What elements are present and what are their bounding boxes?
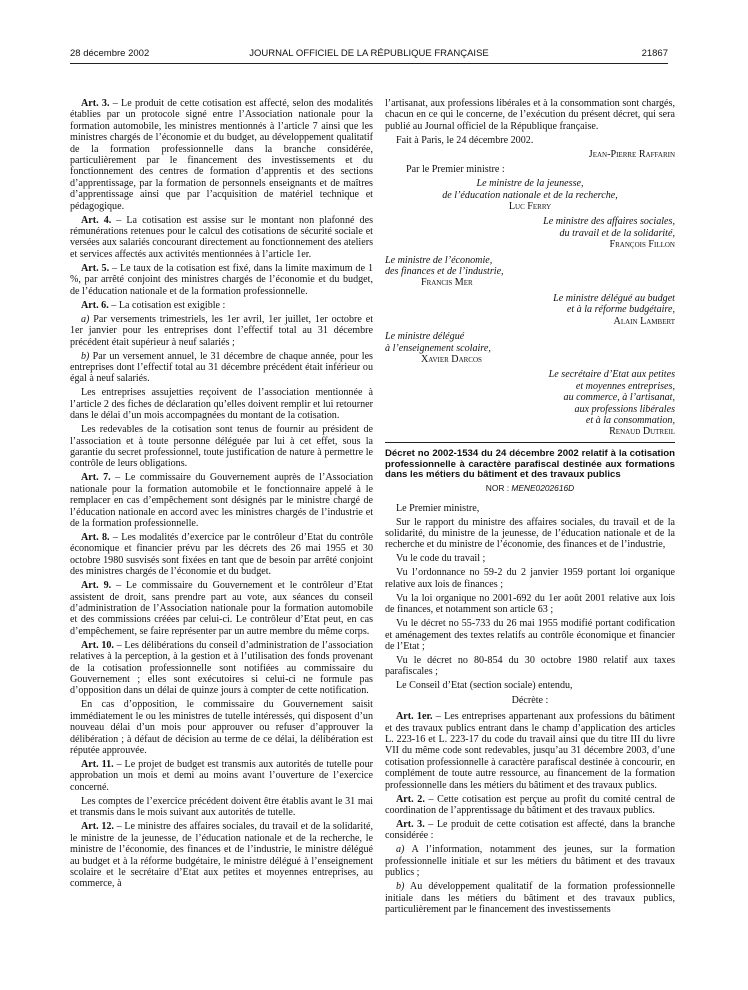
paragraph-text: – Le ministre des affaires sociales, du travail et de la solidarité, le ministre de la jeunesse, de l’éducation nationale et de la recherche, le ministre de l’économie, des finances et de l’industrie, le ministre délégué au budget et à la réforme budgétaire, le ministre délégué à l’enseignement scolaire et le secrétaire d’Etat aux petites et moyennes entreprises, au commerce, à bbox=[70, 821, 374, 890]
decree-article-paragraph bbox=[385, 819, 675, 842]
left-paragraph bbox=[70, 699, 373, 756]
left-paragraph bbox=[70, 215, 373, 261]
decree-pm: Le Premier ministre, bbox=[396, 502, 480, 514]
decree-heading: Décret no 2002-1534 du 24 décembre 2002 relatif à la cotisation professionnelle à caractère parafiscal destinée aux formations dans les métiers du bâtiment et des travaux publics bbox=[385, 447, 675, 481]
left-column bbox=[70, 98, 373, 892]
paragraph-text: – La cotisation est assise sur le montant non plafonné des rémunérations retenues pour le calcul des cotisations de sécurité sociale et versées aux salariés concourant directement au fonctionnement des ateliers et services affectés aux activités mentionnées à l’article 1er. bbox=[70, 214, 373, 260]
left-paragraph bbox=[70, 796, 373, 819]
signatory-title: Le ministre délégué bbox=[385, 331, 465, 343]
pm-name: Jean-Pierre Raffarin bbox=[588, 148, 675, 160]
paragraph-text: – La cotisation est exigible : bbox=[108, 299, 226, 311]
paragraph-text: – Le commissaire du Gouvernement et le contrôleur d’Etat assistent de droit, sans prendre part au vote, aux séances du conseil d’administration de l’Association nationale pour la formation automobile et des commissions créées par celui-ci. Le contrôleur d’Etat peut, en cas d’empêchement, se faire représenter par un autre membre du même corps. bbox=[70, 580, 373, 637]
signatory-title: de l’éducation nationale et de la recherche, bbox=[442, 189, 618, 201]
decree-article-paragraph bbox=[385, 711, 675, 791]
left-paragraph bbox=[70, 314, 373, 348]
signatory-block bbox=[385, 331, 675, 365]
left-paragraphs bbox=[70, 98, 373, 890]
paragraph-lead: Art. 3. bbox=[81, 98, 110, 109]
visa-paragraph: Vu le décret no 80-854 du 30 octobre 1980 relatif aux taxes parafiscales ; bbox=[385, 654, 675, 678]
paragraph-lead: b) bbox=[396, 881, 405, 893]
paragraph-text: Par versements trimestriels, les 1er avril, 1er juillet, 1er octobre et 1er janvier pour les entreprises dont l’effectif total au 31 décembre précédent était supérieur à neuf salariés ; bbox=[70, 313, 373, 348]
left-paragraph bbox=[70, 759, 373, 793]
paragraph-lead: Art. 7. bbox=[81, 472, 111, 484]
paragraph-text: – Le projet de budget est transmis aux autorités de tutelle pour approbation un mois et demi au moins avant l’ouverture de l’exercice concerné. bbox=[70, 759, 373, 793]
paragraph-lead: Art. 6. bbox=[81, 299, 109, 311]
signatory-name: Francis Mer bbox=[421, 277, 473, 289]
right-intro: l’artisanat, aux professions libérales et à la consommation sont chargés, chacun en ce qui le concerne, de l’exécution du présent décret, qui sera publié au Journal officiel de la République française. bbox=[385, 98, 675, 132]
signatory-title: Le ministre de la jeunesse, bbox=[476, 178, 584, 190]
visa-paragraph: Vu le décret no 55-733 du 26 mai 1955 modifié portant codification et aménagement des textes relatifs au contrôle économique et financier de l’Etat ; bbox=[385, 618, 675, 652]
left-paragraph bbox=[70, 640, 373, 697]
page-header bbox=[70, 48, 668, 62]
left-paragraph bbox=[70, 351, 373, 385]
paragraph-text: – Le taux de la cotisation est fixé, dans la limite maximum de 1 %, par arrêté conjoint des ministres chargés de l’économie et du budget, de l’éducation nationale et de la formation professionnelle. bbox=[70, 262, 373, 297]
left-paragraph bbox=[70, 387, 373, 421]
left-paragraph bbox=[70, 472, 373, 529]
left-paragraph bbox=[70, 263, 373, 297]
signatory-name: Luc Ferry bbox=[508, 201, 552, 213]
paragraph-text: – Les entreprises appartenant aux professions du bâtiment et des travaux publics entrant dans le champ d’application des articles L. 223-16 et L. 223-17 du code du travail ainsi que du titre III du livre VII du même code sont redevables, jusqu’au 31 décembre 2003, d’une cotisation professionnelle à caractère parafiscal destinée à concourir, en complément de toute autre ressource, au financement de la formation professionnelle dans les métiers du bâtiment et des travaux publics. bbox=[385, 711, 676, 791]
paragraph-lead: b) bbox=[81, 350, 90, 362]
decree-separator bbox=[385, 442, 675, 443]
paragraph-lead: Art. 9. bbox=[81, 580, 112, 592]
place-date: Fait à Paris, le 24 décembre 2002. bbox=[396, 134, 534, 146]
pm-line: Par le Premier ministre : bbox=[406, 164, 505, 176]
paragraph-lead: Art. 5. bbox=[81, 262, 110, 274]
left-paragraph bbox=[70, 300, 373, 311]
signatory-name: Renaud Dutreil bbox=[609, 426, 675, 438]
visa-paragraph: Sur le rapport du ministre des affaires sociales, du travail et de la solidarité, du ministre de la jeunesse, de l’éducation nationale et de la recherche et du ministre de l’économie, des finances et de l’industrie, bbox=[385, 516, 675, 551]
decree-visas bbox=[385, 517, 675, 692]
signatory-title: à l’enseignement scolaire, bbox=[385, 342, 491, 354]
paragraph-text: – Les modalités d’exercice par le contrôleur d’Etat du contrôle économique et financier prévu par les décrets des 26 mai 1955 et 30 octobre 1980 susvisés sont fixées en tant que de besoin par arrêté conjoint des ministres chargés de l’économie et du budget. bbox=[70, 531, 374, 578]
paragraph-lead: Art. 10. bbox=[81, 639, 114, 651]
signatory-title: et moyennes entreprises, bbox=[575, 380, 675, 392]
paragraph-text: – Cette cotisation est perçue au profit du comité central de coordination de l’apprentissage du bâtiment et des travaux publics. bbox=[385, 793, 675, 817]
visa-paragraph: Vu l’ordonnance no 59-2 du 2 janvier 1959 portant loi organique relative aux lois de finances ; bbox=[385, 567, 675, 590]
paragraph-lead: Art. 1er. bbox=[396, 711, 433, 723]
paragraph-text: Les comptes de l’exercice précédent doivent être établis avant le 31 mai et transmis dans le mois suivant aux autorités de tutelle. bbox=[70, 795, 373, 819]
signatory-title: aux professions libérales bbox=[574, 403, 675, 415]
right-column bbox=[385, 98, 675, 918]
signatory-name: Xavier Darcos bbox=[421, 353, 482, 365]
header-journal-title: JOURNAL OFFICIEL DE LA RÉPUBLIQUE FRANÇAISE bbox=[249, 48, 489, 59]
paragraph-text: Les redevables de la cotisation sont tenus de fournir au président de l’association et à toute personne déléguée par lui à cet effet, sous la garantie du secret professionnel, toute justification de nature à permettre le contrôle de leurs obligations. bbox=[70, 424, 373, 470]
paragraph-lead: Art. 4. bbox=[81, 214, 112, 226]
signatory-title: et à la consommation, bbox=[585, 414, 675, 426]
paragraph-lead: Art. 12. bbox=[81, 821, 114, 833]
signatory-title: Le ministre des affaires sociales, bbox=[543, 216, 675, 228]
paragraph-text: – Le commissaire du Gouvernement auprès de l’Association nationale pour la formation automobile et le fonctionnaire appelé à le remplacer en cas d’empêchement sont désignés par le ministre chargé de l’éducation nationale en accord avec les ministres chargés de l’industrie et de la formation professionnelle. bbox=[70, 472, 373, 529]
nor-code: MENE0202616D bbox=[511, 483, 575, 494]
decree-article-paragraph bbox=[385, 844, 675, 878]
paragraph-lead: Art. 8. bbox=[81, 531, 110, 543]
paragraph-text: Au développement qualitatif de la formation professionnelle initiale dans les métiers du bâtiment et des travaux publics, particulièrement par le financement des investissements bbox=[385, 881, 675, 916]
paragraph-lead: Art. 3. bbox=[396, 819, 425, 831]
paragraph-lead: Art. 11. bbox=[81, 759, 114, 771]
signatory-block bbox=[385, 216, 675, 250]
visa-paragraph: Vu le code du travail ; bbox=[396, 553, 486, 565]
header-rule bbox=[70, 63, 668, 64]
paragraph-text: A l’information, notamment des jeunes, sur la formation professionnelle initiale et sur les métiers du bâtiment et des travaux publics ; bbox=[385, 844, 675, 879]
visa-paragraph: Vu la loi organique no 2001-692 du 1er août 2001 relative aux lois de finances, et notamment son article 63 ; bbox=[385, 592, 675, 616]
left-paragraph bbox=[70, 580, 373, 637]
paragraph-text: En cas d’opposition, le commissaire du Gouvernement saisit immédiatement le ou les ministres de tutelle intéressés, qui disposent d’un nouveau délai d’un mois pour approuver ou refuser d’approuver la délibération ; à défaut de décision au terme de ce délai, la délibération est réputée approuvée. bbox=[70, 699, 373, 757]
decree-article-paragraph bbox=[385, 881, 675, 915]
left-paragraph bbox=[70, 532, 373, 578]
paragraph-text: – Le produit de cette cotisation est affecté, dans la branche considérée : bbox=[385, 819, 675, 842]
signatory-block bbox=[385, 293, 675, 327]
header-date: 28 décembre 2002 bbox=[70, 48, 150, 59]
signatory-title: et à la réforme budgétaire, bbox=[566, 304, 675, 316]
nor-label: NOR : bbox=[485, 483, 512, 494]
header-page-number: 21867 bbox=[641, 48, 668, 59]
paragraph-lead: Art. 2. bbox=[396, 793, 425, 805]
signatory-name: Alain Lambert bbox=[613, 315, 675, 327]
paragraph-text: – Les délibérations du conseil d’administration de l’association relatives à la perception, à la gestion et à l’utilisation des fonds provenant de la cotisation professionnelle sont notifiées au commissaire du Gouvernement ; elles sont exécutoires si celui-ci ne formule pas d’opposition dans un délai de quinze jours à compter de cette notification. bbox=[70, 639, 374, 697]
signatory-title: des finances et de l’industrie, bbox=[385, 266, 504, 278]
nor-reference bbox=[385, 483, 675, 494]
signatories bbox=[385, 178, 675, 438]
decree-article-paragraph bbox=[385, 794, 675, 817]
signatory-block bbox=[385, 369, 675, 437]
decree-decrete: Décrète : bbox=[511, 694, 549, 706]
signatory-title: Le secrétaire d’Etat aux petites bbox=[548, 369, 675, 381]
paragraph-text: – Le produit de cette cotisation est affecté, selon des modalités établies par un protocole signé entre l’Association nationale pour la formation automobile, les ministres mentionnés à l’article 7 ainsi que les ministres chargés de l’économie et du budget, au développement qualitatif de la formation professionnelle dans la branche considérée, particulièrement par le financement des investissements et du fonctionnement des centres de formation d’apprentis et des sections d’apprentissage, par la formation de personnels enseignants et de maîtres d’apprentissage ainsi que par l’acquisition de matériel technique et pédagogique. bbox=[70, 98, 373, 212]
left-paragraph bbox=[70, 424, 373, 470]
paragraph-lead: a) bbox=[81, 313, 90, 325]
visa-paragraph: Le Conseil d’Etat (section sociale) entendu, bbox=[396, 680, 573, 692]
signatory-title: au commerce, à l’artisanat, bbox=[563, 392, 675, 404]
left-paragraph bbox=[70, 821, 373, 889]
decree-articles bbox=[385, 711, 675, 915]
pm-signature bbox=[385, 149, 675, 160]
left-paragraph bbox=[70, 98, 373, 212]
signatory-title: Le ministre délégué au budget bbox=[553, 292, 675, 304]
signatory-name: François Fillon bbox=[609, 239, 675, 251]
signatory-block bbox=[385, 178, 675, 212]
paragraph-text: Par un versement annuel, le 31 décembre de chaque année, pour les entreprises dont l’effectif total au 31 décembre précédent était inférieur ou égal à neuf salariés. bbox=[70, 350, 373, 385]
signatory-title: Le ministre de l’économie, bbox=[385, 254, 493, 266]
paragraph-lead: a) bbox=[396, 844, 405, 856]
signatory-block bbox=[385, 255, 675, 289]
paragraph-text: Les entreprises assujetties reçoivent de l’association mentionnée à l’article 2 des fiches de déclaration qu’elles doivent remplir et lui retourner dans le délai d’un mois accompagnées du montant de la cotisation. bbox=[70, 387, 373, 422]
signatory-title: du travail et de la solidarité, bbox=[559, 227, 675, 239]
